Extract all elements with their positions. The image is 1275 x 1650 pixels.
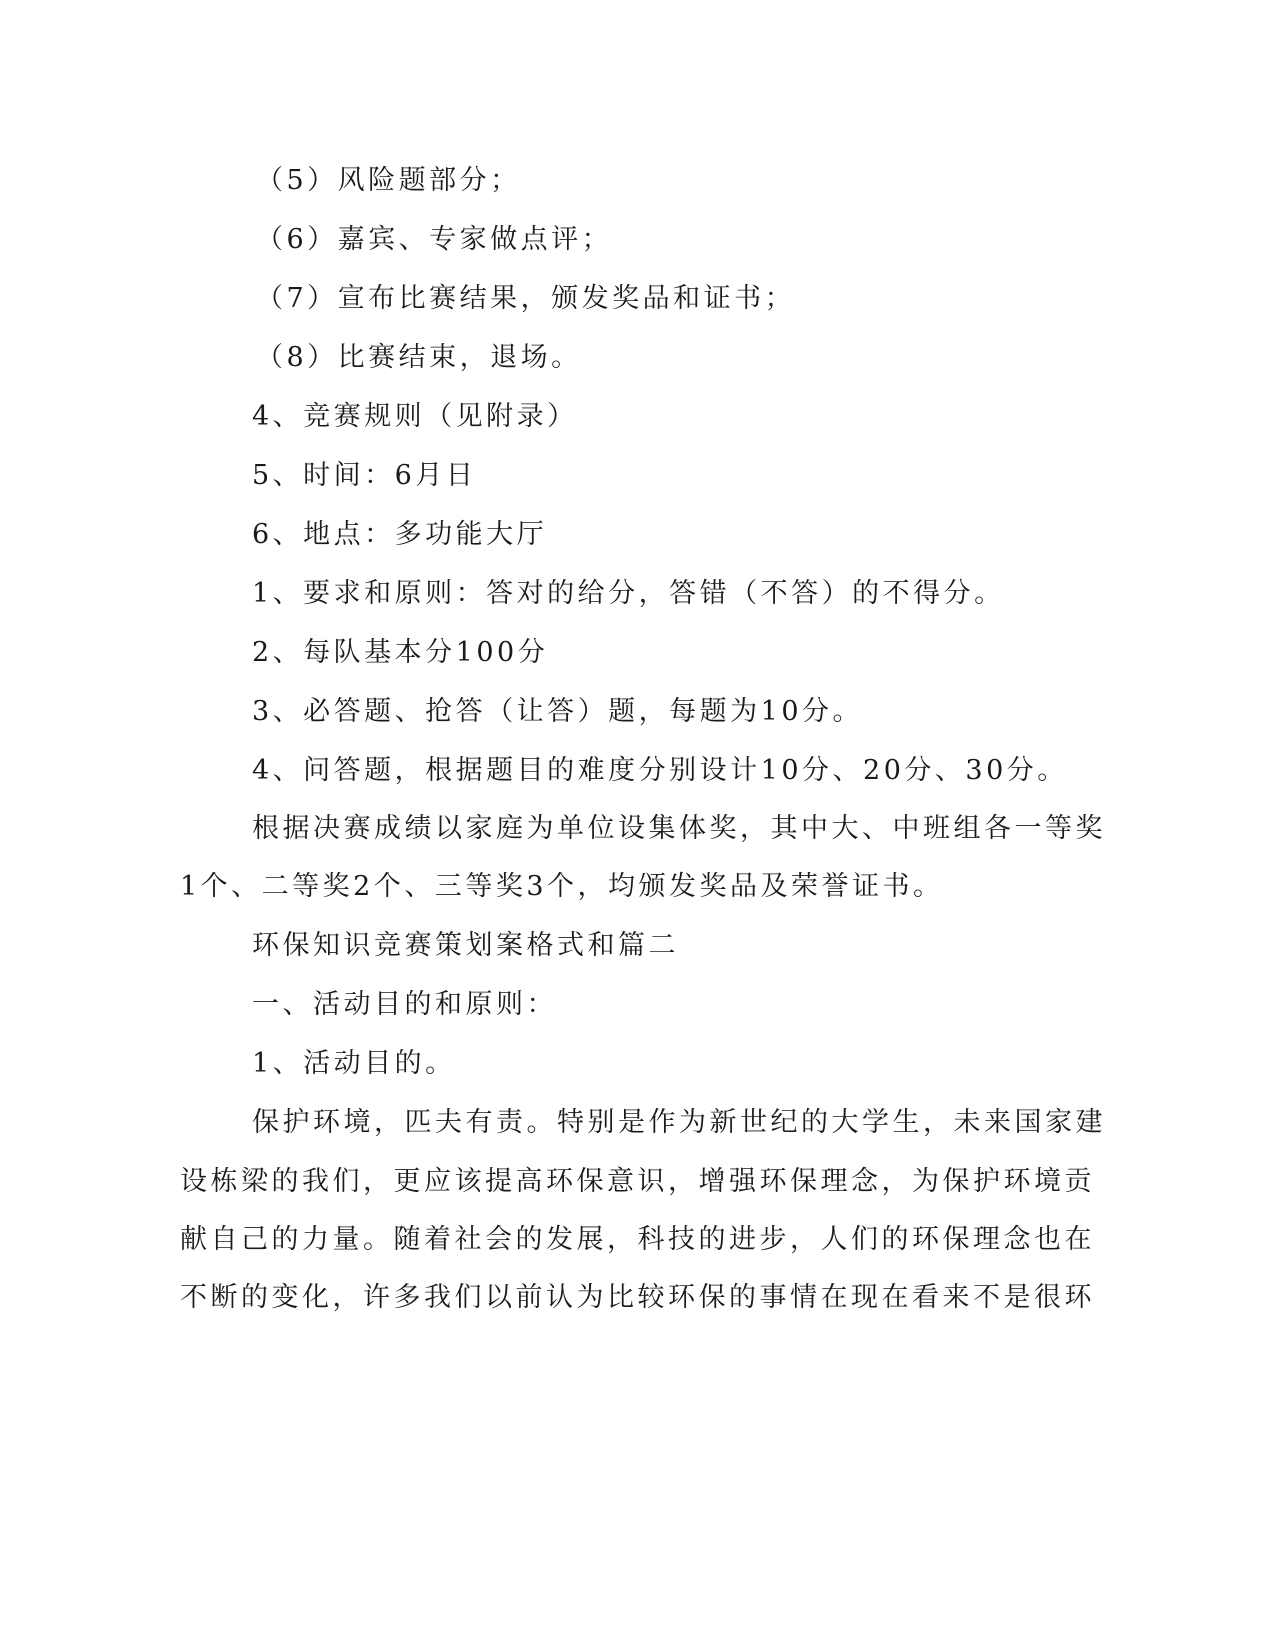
section-time: 5、时间：6月日 <box>252 460 477 491</box>
rule-3: 3、必答题、抢答（让答）题，每题为10分。 <box>252 696 864 727</box>
section-purpose-principles: 一、活动目的和原则： <box>252 989 557 1020</box>
body-paragraph-line-3: 献自己的力量。随着社会的发展，科技的进步，人们的环保理念也在 <box>180 1224 1095 1255</box>
rule-1: 1、要求和原则：答对的给分，答错（不答）的不得分。 <box>252 578 1005 609</box>
section-heading-part-two: 环保知识竞赛策划案格式和篇二 <box>252 930 679 961</box>
list-item-7: （7）宣布比赛结果，颁发奖品和证书； <box>256 283 796 314</box>
subsection-purpose: 1、活动目的。 <box>252 1048 456 1079</box>
section-location: 6、地点：多功能大厅 <box>252 519 548 550</box>
rule-4: 4、问答题，根据题目的难度分别设计10分、20分、30分。 <box>252 755 1068 786</box>
list-item-6: （6）嘉宾、专家做点评； <box>256 224 613 255</box>
body-paragraph-line-1: 保护环境，匹夫有责。特别是作为新世纪的大学生，未来国家建 <box>252 1107 1106 1138</box>
award-paragraph-line-2: 1个、二等奖2个、三等奖3个，均颁发奖品及荣誉证书。 <box>180 871 944 902</box>
award-paragraph-line-1: 根据决赛成绩以家庭为单位设集体奖，其中大、中班组各一等奖 <box>252 813 1106 844</box>
rule-2: 2、每队基本分100分 <box>252 637 549 668</box>
section-rules: 4、竞赛规则（见附录） <box>252 401 578 432</box>
body-paragraph-line-4: 不断的变化，许多我们以前认为比较环保的事情在现在看来不是很环 <box>180 1282 1095 1313</box>
list-item-5: （5）风险题部分； <box>256 165 521 196</box>
list-item-8: （8）比赛结束，退场。 <box>256 342 582 373</box>
body-paragraph-line-2: 设栋梁的我们，更应该提高环保意识，增强环保理念，为保护环境贡 <box>180 1166 1095 1197</box>
